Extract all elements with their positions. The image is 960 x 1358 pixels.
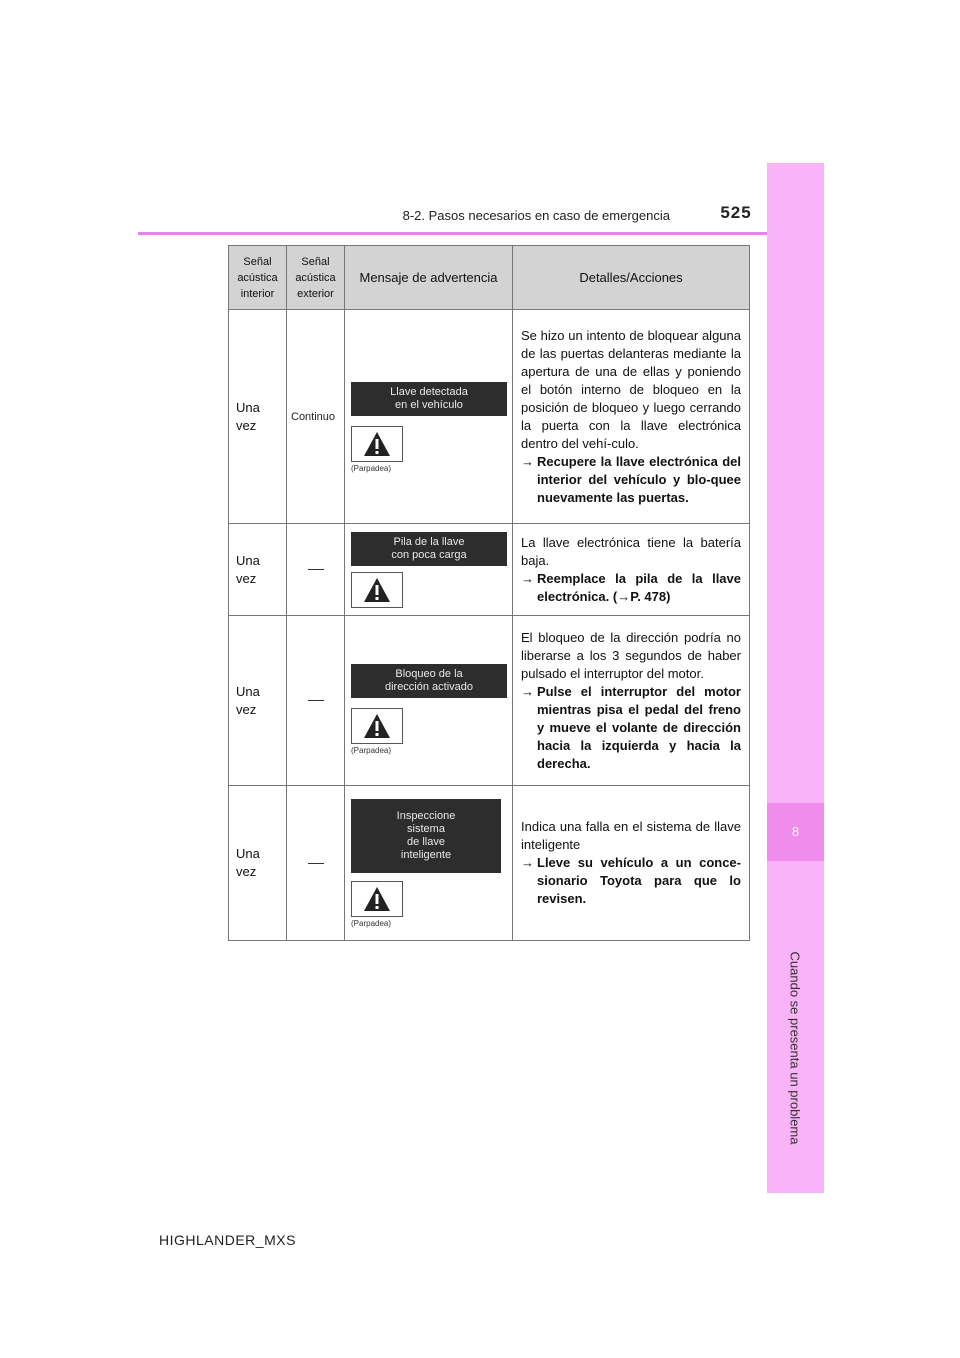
detail-text: Se hizo un intento de bloquear alguna de las puertas delanteras mediante la apertura de una de ellas y poniendo el botón interno de bloqueo en la posición de bloqueo y luego cerrando la puerta con la llave electrónica dentro del vehí-culo. (521, 327, 741, 451)
details-cell (513, 310, 750, 524)
detail-text: Indica una falla en el sistema de llave inteligente (521, 819, 741, 852)
table-row (229, 616, 750, 786)
message-cell (345, 786, 513, 941)
interior-buzzer-cell: Una vez (229, 616, 287, 786)
exterior-buzzer-cell (287, 786, 345, 941)
blink-note: (Parpadea) (351, 746, 392, 755)
display-message: Pila de la llave con poca carga (351, 532, 507, 566)
warning-icon-box (351, 572, 403, 608)
section-title: 8-2. Pasos necesarios en caso de emergencia (402, 208, 670, 223)
details-cell (513, 524, 750, 616)
none-dash (308, 863, 324, 864)
action-text: Recupere la llave electrónica del interior del vehículo y blo-quee nuevamente las puertas. (537, 453, 741, 505)
action-text: Reemplace la pila de la llave electrónica. (→P. 478) (537, 570, 741, 604)
action-text: Pulse el interruptor del motor mientras pisa el pedal del freno y mueve el volante de dirección hacia la izquierda y hacia la derecha. (537, 683, 741, 771)
arrow-icon: → (521, 570, 534, 586)
arrow-icon: → (521, 453, 534, 469)
interior-buzzer-cell: Una vez (229, 786, 287, 941)
header-exterior-buzzer: Señal acústica exterior (287, 246, 345, 310)
table-row (229, 524, 750, 616)
interior-buzzer-cell: Una vez (229, 524, 287, 616)
warning-table (228, 245, 750, 941)
interior-buzzer-cell: Una vez (229, 310, 287, 524)
details-cell (513, 616, 750, 786)
table-header-row (229, 246, 750, 310)
arrow-icon: → (521, 855, 534, 870)
display-message: Llave detectada en el vehículo (351, 382, 507, 416)
none-dash (308, 700, 324, 701)
chapter-number: 8 (767, 803, 824, 861)
message-cell (345, 616, 513, 786)
display-message: Inspeccione sistema de llave inteligente (351, 799, 501, 873)
exterior-buzzer-cell (287, 524, 345, 616)
details-cell (513, 786, 750, 941)
warning-icon-box (351, 708, 403, 744)
detail-text: El bloqueo de la dirección podría no liberarse a los 3 segundos de haber pulsado el interruptor del motor. (521, 629, 741, 681)
header-rule (138, 232, 823, 235)
header-details: Detalles/Acciones (513, 246, 750, 310)
warning-triangle-icon (363, 886, 391, 912)
footer-model: HIGHLANDER_MXS (159, 1232, 296, 1248)
action-text: Lleve su vehículo a un conce-sionario Toyota para que lo revisen. (537, 855, 741, 906)
header-message: Mensaje de advertencia (345, 246, 513, 310)
warning-triangle-icon (363, 713, 391, 739)
display-message: Bloqueo de la dirección activado (351, 664, 507, 698)
table-row (229, 310, 750, 524)
blink-note: (Parpadea) (351, 918, 392, 928)
message-cell (345, 310, 513, 524)
message-cell (345, 524, 513, 616)
chapter-title: Cuando se presenta un problema (787, 951, 803, 1145)
table-row (229, 786, 750, 941)
warning-icon-box (351, 881, 403, 917)
warning-triangle-icon (363, 577, 391, 603)
exterior-buzzer-cell: Continuo (287, 310, 345, 524)
detail-text: La llave electrónica tiene la batería baja. (521, 534, 741, 568)
warning-icon-box (351, 426, 403, 462)
header-interior-buzzer: Señal acústica interior (229, 246, 287, 310)
page-number: 525 (720, 203, 752, 222)
exterior-buzzer-cell (287, 616, 345, 786)
warning-triangle-icon (363, 431, 391, 457)
blink-note: (Parpadea) (351, 464, 392, 473)
none-dash (308, 569, 324, 570)
arrow-icon: → (521, 683, 534, 699)
